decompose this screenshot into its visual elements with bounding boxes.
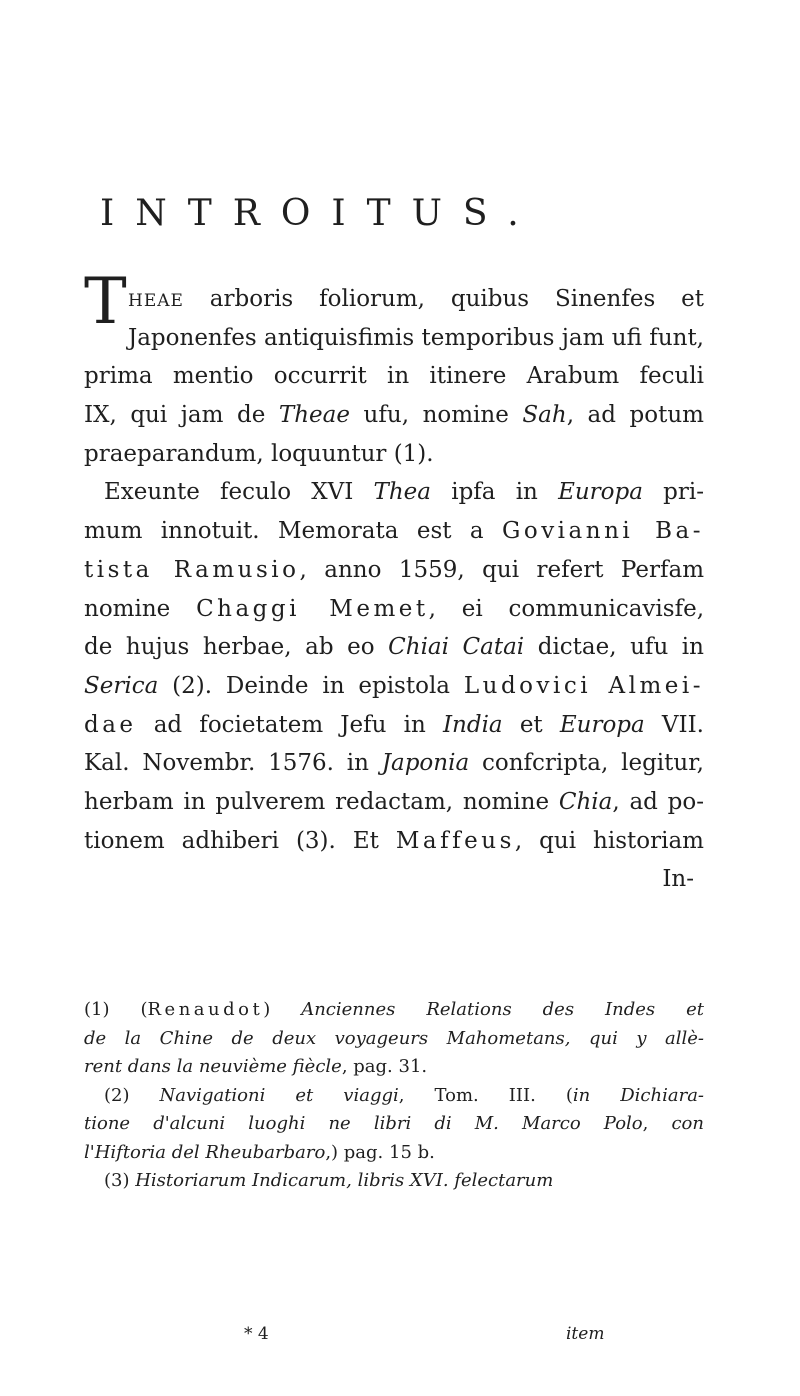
main-text: [84, 265, 705, 899]
footnotes: (1) (Renaudot) Anciennes Relations des Indes et de la Chine de deux voyageurs Mahometans, qui y allè- rent dans la neuvième fiècle, pag. 31. (2) Navigationi et viaggi, Tom. III. (in Dichiara- tione d'alcuni luoghi ne libri di M. Marco Polo, con l'Hiftoria del Rheubarbaro,) pag. 15 b. (3) Historiarum Indicarum, libris XVI. felectarum: [84, 996, 704, 1196]
footnote-3: (3) Historiarum Indicarum, libris XVI. felectarum: [104, 1170, 554, 1191]
footnote-2: (2) Navigationi et viaggi, Tom. III. (in Dichiara-: [104, 1084, 705, 1106]
page-title: INTROITUS.: [100, 193, 540, 234]
paragraph-2: Exeunte feculo XVI Thea ipfa in Europa pri- mum innotuit. Memorata est a Govianni Ba- tista Ramusio, anno 1559, qui refert Perfam nomine Chaggi Memet, ei communicavisfe, de hujus herbae, ab eo Chiai Catai dictae, ufu in Serica (2). Deinde in epistola Ludovici Almei- dae ad focietatem Jefu in India et Europa VII. Kal. Novembr. 1576. in Japonia confcripta, legitur, herbam in pulverem redactam, nomine Chia, ad po- tionem adhiberi (3). Et Maffeus, qui historiam In-: [84, 473, 704, 899]
footnote-catchword: item: [566, 1324, 605, 1344]
paragraph-1: T HEAE arboris foliorum, quibus Sinenfes et Japonenfes antiquisfimis temporibus jam ufi funt, prima mentio occurrit in itinere Arabum feculi IX, qui jam de Theae ufu, nomine Sah, ad potum praeparandum, loquuntur (1).: [84, 265, 704, 467]
catchword: In-: [662, 866, 694, 893]
drop-capital: T: [84, 265, 127, 339]
signature-mark: * 4: [244, 1324, 269, 1344]
footnote-1: (1) (Renaudot) Anciennes Relations des Indes et: [84, 999, 705, 1020]
